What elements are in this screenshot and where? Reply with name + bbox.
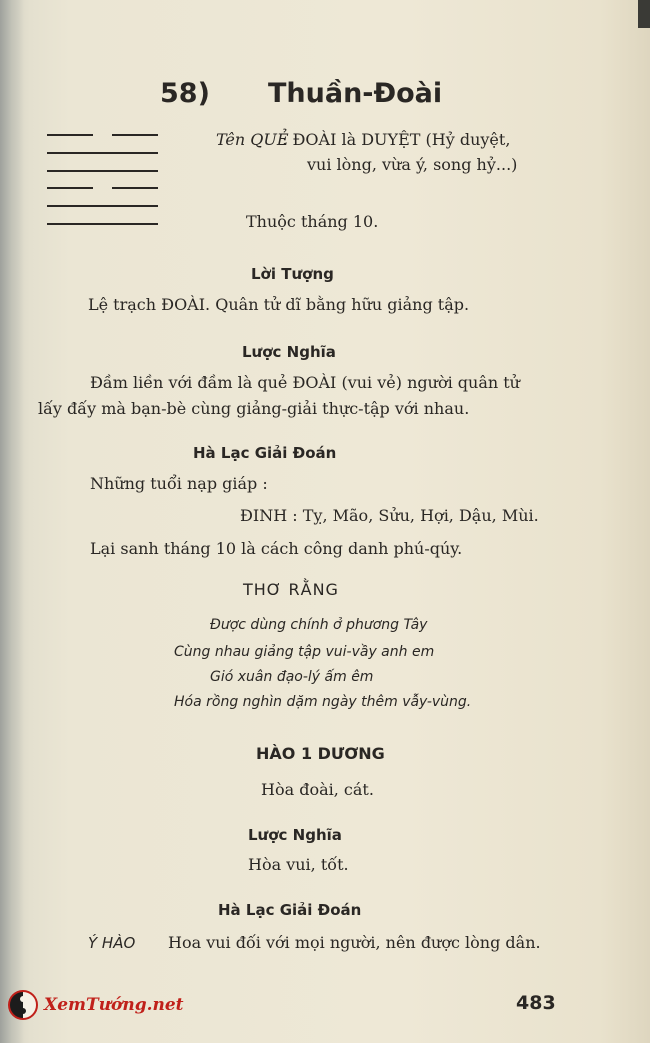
hexagram-line-4-left [47, 187, 93, 189]
hexagram-line-1-right [112, 134, 158, 136]
hexagram-number: 58) [160, 78, 210, 109]
ten-que-text: : ĐOÀI là DUYỆT (Hỷ duyệt, [282, 130, 511, 149]
thuoc-thang: Thuộc tháng 10. [246, 212, 379, 231]
tho-line-4: Hóa rồng nghìn dặm ngày thêm vẫy-vùng. [174, 694, 472, 710]
hexagram-line-2 [47, 152, 158, 154]
ha-lac-line-2: ĐINH : Tỵ, Mão, Sửu, Hợi, Dậu, Mùi. [240, 506, 539, 525]
loi-tuong-heading: Lời Tượng [251, 265, 334, 283]
hao-1-heading: HÀO 1 DƯƠNG [256, 744, 385, 763]
book-binding-shadow [0, 0, 24, 1043]
luoc-nghia-line-2: lấy đấy mà bạn-bè cùng giảng-giải thực-tập với nhau. [38, 399, 470, 418]
y-hao-label: Ý HÀO [88, 934, 136, 952]
hexagram-line-1-left [47, 134, 93, 136]
loi-tuong-text: Lệ trạch ĐOÀI. Quân tử dĩ bằng hữu giảng tập. [88, 295, 470, 314]
ten-que-label: Tên QUẺ [216, 130, 289, 149]
ha-lac-line-1: Những tuổi nạp giáp : [90, 474, 268, 493]
watermark-text: XemTướng.net [44, 995, 184, 1015]
tho-line-2: Cùng nhau giảng tập vui-vầy anh em [174, 644, 435, 660]
tho-heading: THƠ RẰNG [243, 580, 339, 599]
tho-line-1: Được dùng chính ở phương Tây [210, 617, 428, 633]
hexagram-line-5 [47, 205, 158, 207]
page-number: 483 [516, 992, 556, 1014]
ha-lac-heading: Hà Lạc Giải Đoán [193, 444, 337, 462]
hexagram-line-6 [47, 223, 158, 225]
hao-1-luoc-nghia-text: Hòa vui, tốt. [248, 855, 349, 874]
luoc-nghia-heading: Lược Nghĩa [242, 343, 336, 361]
ha-lac-line-3: Lại sanh tháng 10 là cách công danh phú-qúy. [90, 539, 463, 558]
hexagram-line-4-right [112, 187, 158, 189]
hao-1-ha-lac-heading: Hà Lạc Giải Đoán [218, 901, 362, 919]
tho-line-3: Gió xuân đạo-lý ấm êm [210, 669, 374, 685]
watermark-logo [8, 990, 184, 1020]
hao-1-text: Hòa đoài, cát. [261, 780, 374, 799]
luoc-nghia-line-1: Đầm liền với đầm là quẻ ĐOÀI (vui vẻ) người quân tử [90, 373, 520, 392]
page-edge-strip [638, 0, 650, 28]
ten-que-text-continued: vui lòng, vừa ý, song hỷ...) [307, 155, 518, 174]
yin-yang-icon [8, 990, 38, 1020]
hexagram-title: Thuần-Đoài [268, 78, 443, 109]
hao-1-luoc-nghia-heading: Lược Nghĩa [248, 826, 342, 844]
hexagram-line-3 [47, 170, 158, 172]
y-hao-text: Hoa vui đối với mọi người, nên được lòng dân. [168, 933, 541, 952]
